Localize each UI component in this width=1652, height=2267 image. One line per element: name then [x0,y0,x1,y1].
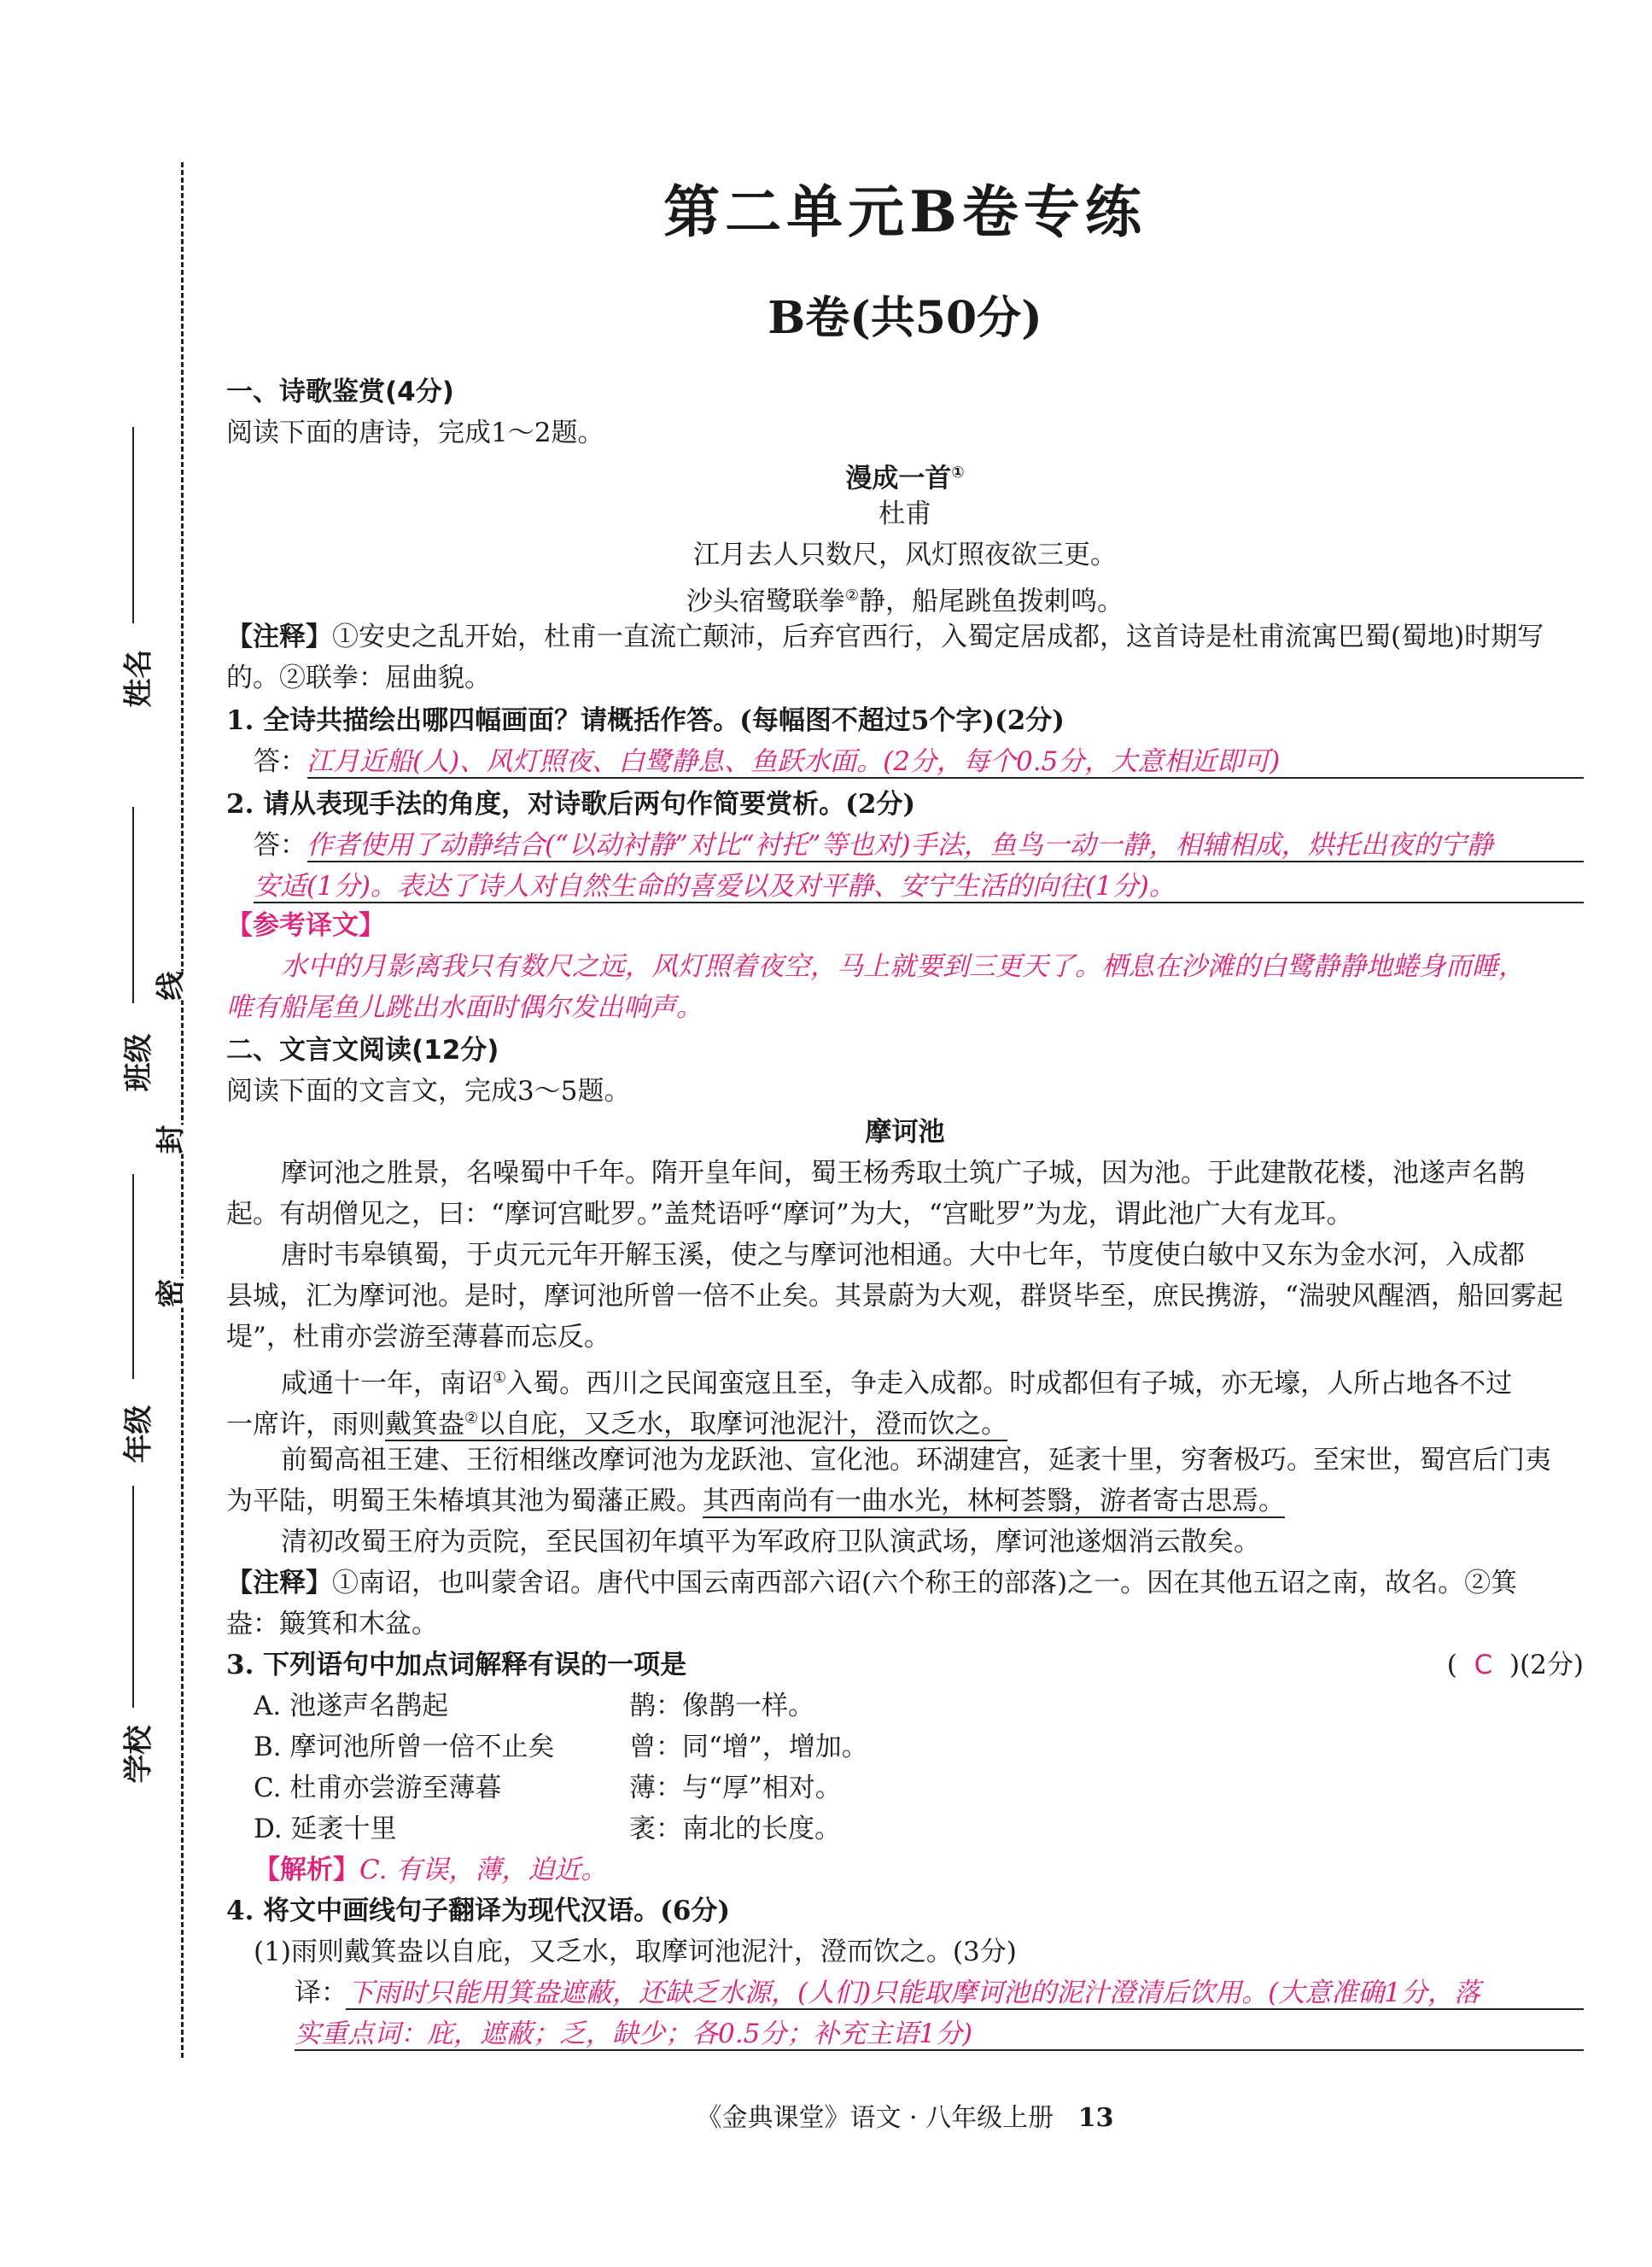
grade-label: 年级 [121,1405,156,1464]
option-b-gloss: 曾：同“增”，增加。 [629,1732,868,1762]
page-title: 第二单元B卷专练 [663,178,1147,245]
binding-margin [0,0,213,2267]
poem-line-2 [226,577,1584,620]
text-note-line-1 [226,1564,1517,1602]
poem-title-text: 漫成一首 [845,463,952,494]
name-fill-line [132,427,134,623]
question-4-1: (1)雨则戴箕盎以自庇，又乏水，取摩诃池泥汁，澄而饮之。(3分) [254,1937,1017,1967]
paragraph-4-line-2 [226,1482,1285,1520]
poem-line-1: 江月去人只数尺，风灯照夜欲三更。 [693,540,1117,570]
school-label: 学校 [121,1725,156,1784]
paragraph-3-line-2-part-b: 以自庇，又乏水，取摩诃池泥汁，澄而饮之。 [478,1409,1008,1440]
answer-prefix: 答： [254,746,306,777]
poem-line-2-part-a: 沙头宿鹭联拳 [686,586,845,617]
option-c-gloss: 薄：与“厚”相对。 [629,1773,842,1803]
paragraph-2-line-1: 唐时韦皋镇蜀，于贞元元年开解玉溪，使之与摩诃池相通。大中七年，节度使白敏中又东为金水河，入成都 [281,1240,1525,1271]
section2-intro: 阅读下面的文言文，完成3～5题。 [226,1076,631,1107]
class-label: 班级 [121,1033,156,1092]
option-a-gloss: 鹊：像鹊一样。 [629,1691,814,1721]
question-1-text: 1. 全诗共描绘出哪四幅画面？请概括作答。(每幅图不超过5个字)(2分) [226,705,1065,736]
question-1 [226,702,1065,739]
section2-heading: 二、文言文阅读(12分) [226,1035,499,1066]
answer-rule [307,777,1584,779]
question-4 [226,1892,730,1930]
reference-translation-tag: 【参考译文】 [226,910,385,941]
section1-intro: 阅读下面的唐诗，完成1～2题。 [226,418,604,448]
question-2 [226,786,915,823]
seal-char-xian: 线 [139,972,198,1001]
analysis-text: C. 有误，薄，迫近。 [359,1855,608,1885]
question-3-analysis [254,1851,607,1889]
paragraph-4-line-1: 前蜀高祖王建、王衍相继改摩诃池为龙跃池、宣化池。环湖建宫，延袤十里，穷奢极巧。至宋世，蜀宫后门夷 [281,1445,1551,1475]
question-1-answer-row [254,743,1280,780]
paragraph-3-note-mark-2: ② [464,1410,479,1428]
note-tag: 【注释】 [226,1568,332,1598]
seal-char-mi: 密 [139,1279,198,1308]
page-number: 13 [1077,2103,1114,2133]
question-4-1-answer-row-2 [295,2015,972,2053]
poem-line-2-part-b: 静，船尾跳鱼拨剌鸣。 [859,586,1124,617]
paragraph-2-line-3: 堤”，杜甫亦尝游至薄暮而忘反。 [226,1322,610,1353]
cut-dashed-line [181,162,184,2058]
poem-title-note-mark: ① [951,464,965,482]
question-2-text: 2. 请从表现手法的角度，对诗歌后两句作简要赏析。(2分) [226,789,916,820]
question-4-1-answer-2: 实重点词：庇，遮蔽；乏，缺少；各0.5分；补充主语1分) [295,2019,973,2049]
seal-char-feng: 封 [139,1125,198,1154]
answer-rule [346,2008,1584,2010]
question-2-answer-1: 作者使用了动静结合(“以动衬静”对比“衬托”等也对)手法，鱼鸟一动一静，相辅相成，烘托出夜的宁静 [306,830,1493,861]
paragraph-3-part-b: 入蜀。西川之民闻蛮寇且至，争走入成都。时成都但有子城，亦无壕，人所占地各不过 [506,1368,1513,1399]
question-2-answer-row-2 [254,868,1176,905]
note-tag: 【注释】 [226,622,332,652]
reference-translation-2: 唯有船尾鱼儿跳出水面时偶尔发出响声。 [226,992,703,1023]
name-label: 姓名 [121,649,156,708]
question-3-text: 3. 下列语句中加点词解释有误的一项是 [226,1650,687,1680]
page-footer [226,2096,1584,2134]
question-3 [226,1646,1584,1684]
footer-book-title: 《金典课堂》语文 · 八年级上册 [696,2103,1054,2133]
answer-prefix: 答： [254,830,306,861]
paragraph-1-line-2: 起。有胡僧见之，曰：“摩诃宫毗罗。”盖梵语呼“摩诃”为大，“宫毗罗”为龙，谓此池广大有龙耳。 [226,1199,1353,1230]
answer-rule [254,902,1584,903]
question-1-answer: 江月近船(人)、风灯照夜、白鹭静息、鱼跃水面。(2分，每个0.5分，大意相近即可) [306,746,1281,777]
school-fill-line [132,1486,134,1708]
analysis-tag: 【解析】 [254,1855,359,1885]
paragraph-3-line-1 [281,1359,1512,1402]
poem-note-line-1 [226,618,1544,656]
option-b: B. 摩诃池所曾一倍不止矣 [254,1732,555,1762]
option-d: D. 延袤十里 [254,1814,397,1844]
paragraph-3-line-2 [226,1400,1007,1443]
question-4-text: 4. 将文中画线句子翻译为现代汉语。(6分) [226,1896,731,1926]
option-a: A. 池遂声名鹊起 [254,1691,449,1721]
option-d-gloss: 袤：南北的长度。 [629,1814,841,1844]
question-2-answer-row-1 [254,827,1493,864]
translation-prefix: 译： [295,1978,347,2008]
paragraph-5: 清初改蜀王府为贡院，至民国初年填平为军政府卫队演武场，摩诃池遂烟消云散矣。 [281,1527,1260,1557]
text-note-line-2: 盎：簸箕和木盆。 [226,1609,438,1639]
question-3-answer-box [1447,1646,1584,1684]
underlined-sentence-2: 其西南尚有一曲水光，林柯荟翳，游者寄古思焉。 [703,1486,1285,1516]
question-2-answer-2: 安适(1分)。表达了诗人对自然生命的喜爱以及对平静、安宁生活的向往(1分)。 [254,871,1176,902]
poet: 杜甫 [879,499,931,529]
text-note-1: ①南诏，也叫蒙舍诏。唐代中国云南西部六诏(六个称王的部落)之一。因在其他五诏之南，故名。②箕 [332,1568,1518,1598]
bracket-open: ( [1446,1650,1457,1680]
poem-note-line-2: 的。②联拳：屈曲貌。 [226,663,491,693]
underlined-words: 戴箕盎 [385,1409,464,1440]
reference-translation-1: 水中的月影离我只有数尺之远，风灯照着夜空，马上就要到三更天了。栖息在沙滩的白鹭静静地蜷身而睡， [281,951,1525,982]
question-3-answer: C [1474,1650,1493,1680]
page-subtitle: B卷(共50分) [768,292,1042,344]
class-fill-line [132,807,134,1003]
poem-title [226,454,1584,497]
paragraph-1-line-1: 摩诃池之胜景，名噪蜀中千年。隋开皇年间，蜀王杨秀取土筑广子城，因为池。于此建散花楼，池遂声名鹊 [281,1158,1525,1189]
text-title: 摩诃池 [865,1117,945,1148]
question-4-1-answer-1: 下雨时只能用箕盎遮蔽，还缺乏水源，(人们)只能取摩诃池的泥汁澄清后饮用。(大意准确1分，落 [347,1978,1481,2008]
note-text-1: ①安史之乱开始，杜甫一直流亡颠沛，后弃官西行，入蜀定居成都，这首诗是杜甫流寓巴蜀(蜀地)时期写 [332,622,1544,652]
section1-heading: 一、诗歌鉴赏(4分) [226,377,454,407]
answer-rule [295,2049,1584,2051]
paragraph-4-line-2-part-a: 为平陆，明蜀王朱椿填其池为蜀藩正殿。 [226,1486,703,1516]
paragraph-3-note-mark: ① [493,1369,507,1387]
answer-rule [307,861,1584,862]
underlined-sentence-1 [385,1409,1007,1441]
grade-fill-line [132,1174,134,1379]
question-4-1-answer-row-1 [295,1974,1480,2012]
paragraph-3-line-2-part-a: 一席许，雨则 [226,1409,385,1440]
bracket-close: )(2分) [1509,1650,1584,1680]
paragraph-2-line-2: 县城，汇为摩诃池。是时，摩诃池所曾一倍不止矣。其景蔚为大观，群贤毕至，庶民携游，“湍驶风醒酒，船回雾起 [226,1281,1563,1312]
poem-line-2-note-mark: ② [844,587,860,605]
paragraph-3-part-a: 咸通十一年，南诏 [281,1368,493,1399]
option-c: C. 杜甫亦尝游至薄暮 [254,1773,502,1803]
